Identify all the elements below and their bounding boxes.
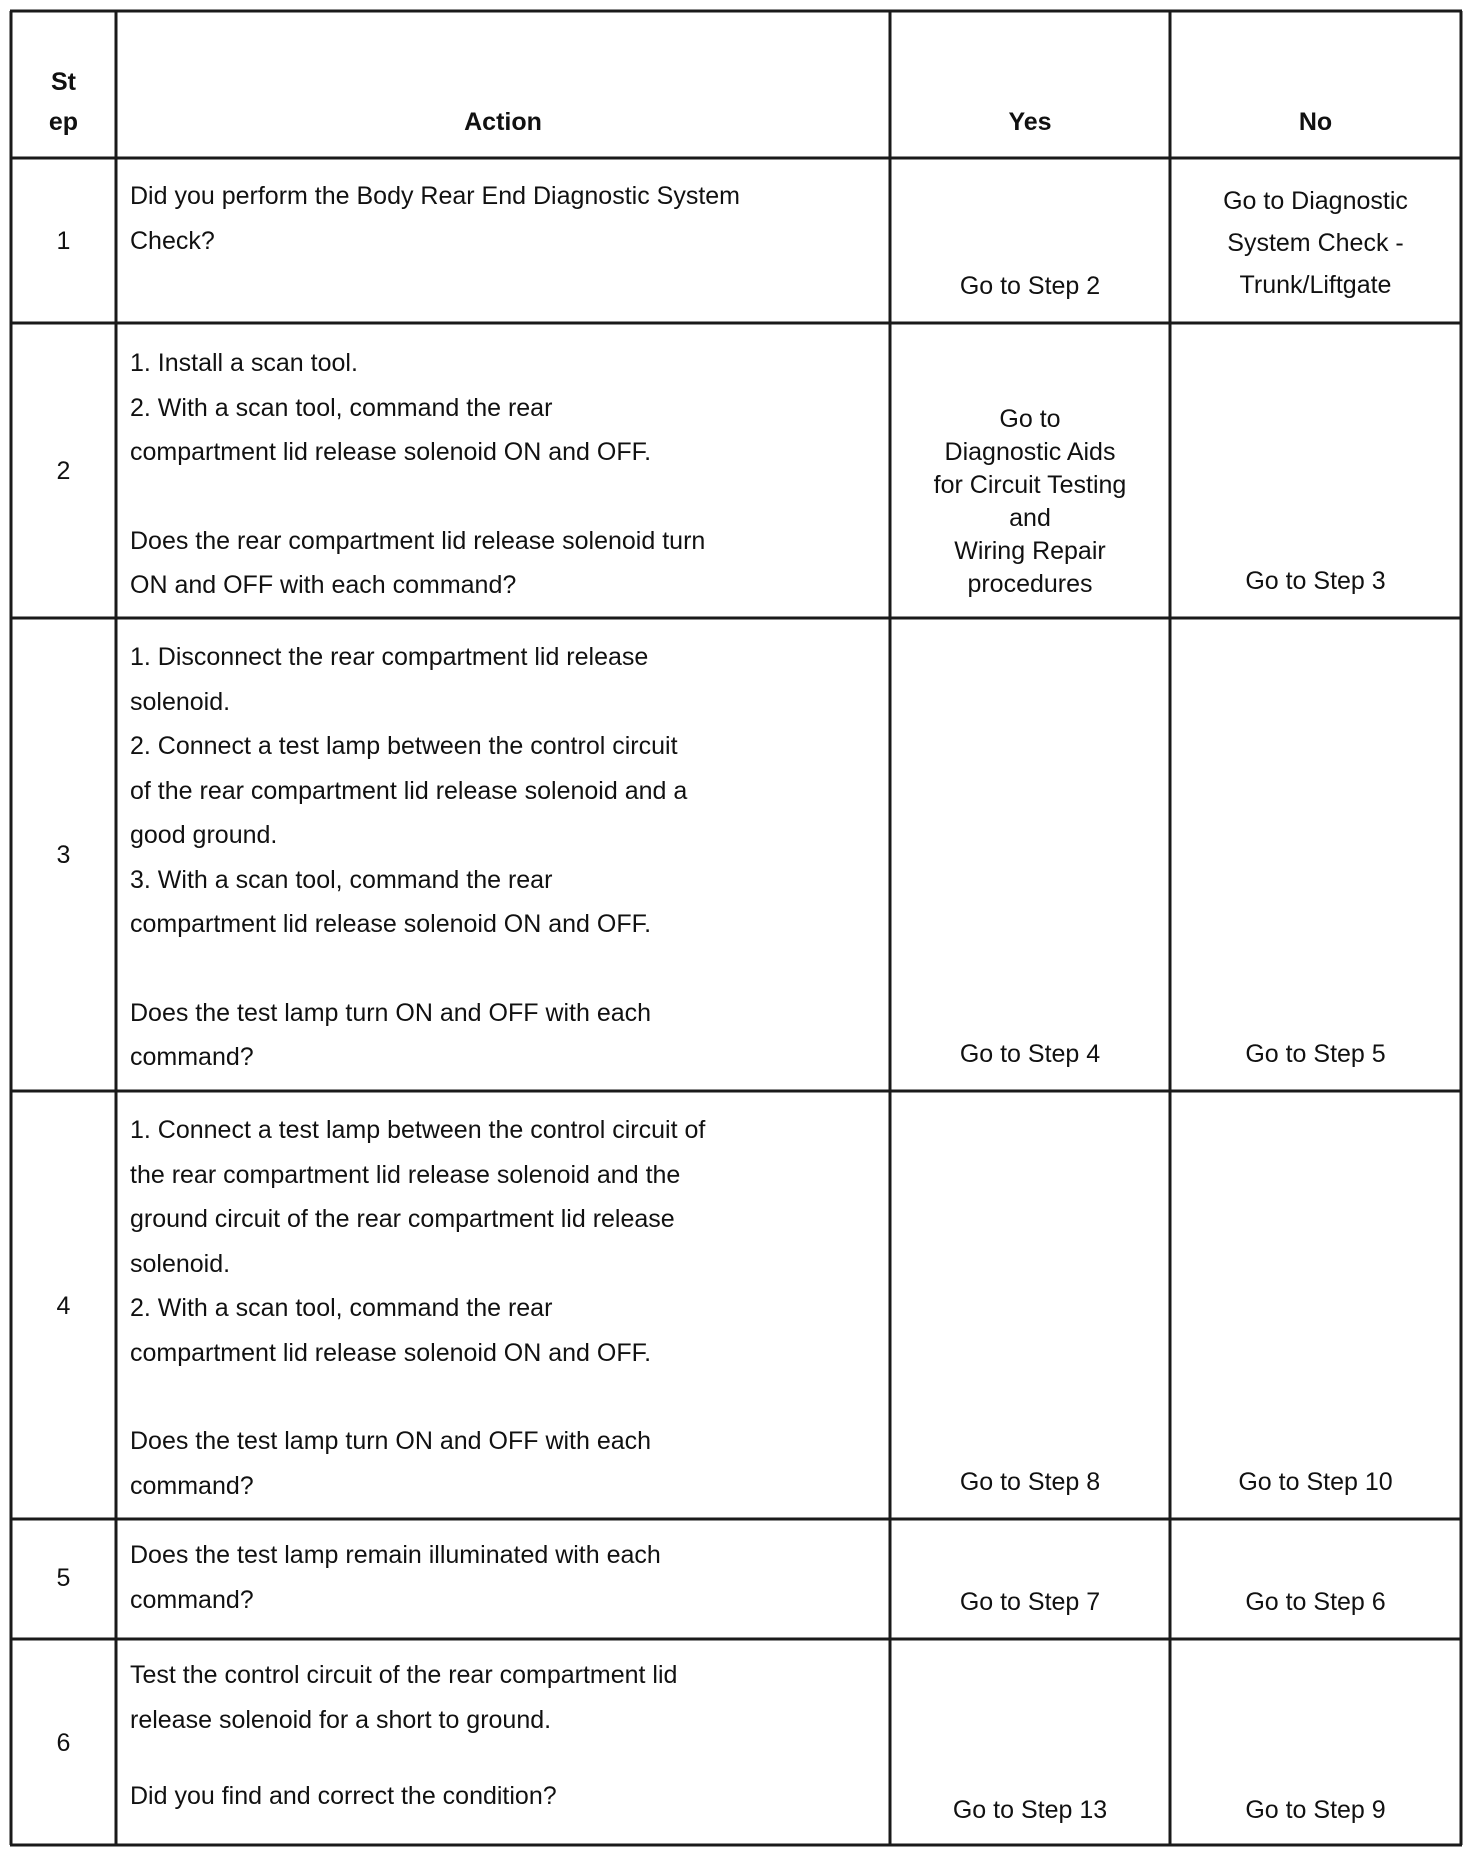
action-line: 2. With a scan tool, command the rear compartment lid release solenoid ON and OFF.: [130, 393, 652, 466]
action-question: Does the test lamp turn ON and OFF with each command?: [130, 1427, 652, 1500]
no-result: Go to Step 3: [1245, 567, 1386, 595]
action-line: 1. Install a scan tool.: [130, 349, 358, 377]
action-line: 2. With a scan tool, command the rear compartment lid release solenoid ON and OFF.: [130, 1294, 652, 1367]
step-number: 1: [56, 227, 71, 255]
header-step: St ep: [48, 68, 79, 136]
step-number: 3: [56, 841, 71, 869]
action-question: Did you find and correct the condition?: [130, 1782, 557, 1810]
no-result: Go to Step 5: [1245, 1040, 1386, 1068]
action-line: Did you perform the Body Rear End Diagnostic System Check?: [130, 182, 740, 255]
action-line: Test the control circuit of the rear compartment lid release solenoid for a short to ground.: [130, 1661, 678, 1734]
yes-result: Go to Step 8: [959, 1468, 1101, 1496]
action-line: 1. Connect a test lamp between the control circuit of the rear compartment lid release solenoid and the ground circuit of the rear compartment lid release solenoid.: [130, 1116, 706, 1278]
step-number: 4: [56, 1292, 71, 1320]
no-result: Go to Step 6: [1245, 1588, 1386, 1616]
no-result: Go to Diagnostic System Check - Trunk/Liftgate: [1223, 187, 1408, 299]
no-result: Go to Step 10: [1238, 1468, 1393, 1496]
yes-result: Go to Step 2: [959, 272, 1101, 300]
action-line: Does the test lamp remain illuminated with each command?: [130, 1541, 661, 1614]
action-question: Does the test lamp turn ON and OFF with each command?: [130, 998, 652, 1071]
yes-result: Go to Diagnostic Aids for Circuit Testing and Wiring Repair procedures: [933, 405, 1127, 598]
action-text: [130, 635, 880, 1080]
action-text: [130, 341, 880, 608]
no-result: Go to Step 9: [1245, 1796, 1386, 1824]
yes-result: Go to Step 13: [952, 1796, 1108, 1824]
action-text: [130, 174, 880, 263]
action-line: 1. Disconnect the rear compartment lid release solenoid.: [130, 643, 649, 716]
action-text: [130, 1533, 880, 1622]
header-no: No: [1298, 108, 1333, 136]
action-question: Does the rear compartment lid release solenoid turn ON and OFF with each command?: [130, 526, 706, 599]
action-text: [130, 1108, 880, 1508]
step-number: 2: [56, 457, 71, 485]
header-yes: Yes: [1008, 108, 1052, 136]
action-line: 2. Connect a test lamp between the control circuit of the rear compartment lid release solenoid and a good ground.: [130, 732, 688, 849]
header-action: Action: [464, 108, 542, 136]
yes-result: Go to Step 4: [959, 1040, 1101, 1068]
action-line: 3. With a scan tool, command the rear compartment lid release solenoid ON and OFF.: [130, 865, 652, 938]
step-number: 6: [56, 1729, 71, 1757]
step-number: 5: [56, 1564, 71, 1592]
yes-result: Go to Step 7: [959, 1588, 1101, 1616]
action-text: [130, 1653, 880, 1819]
